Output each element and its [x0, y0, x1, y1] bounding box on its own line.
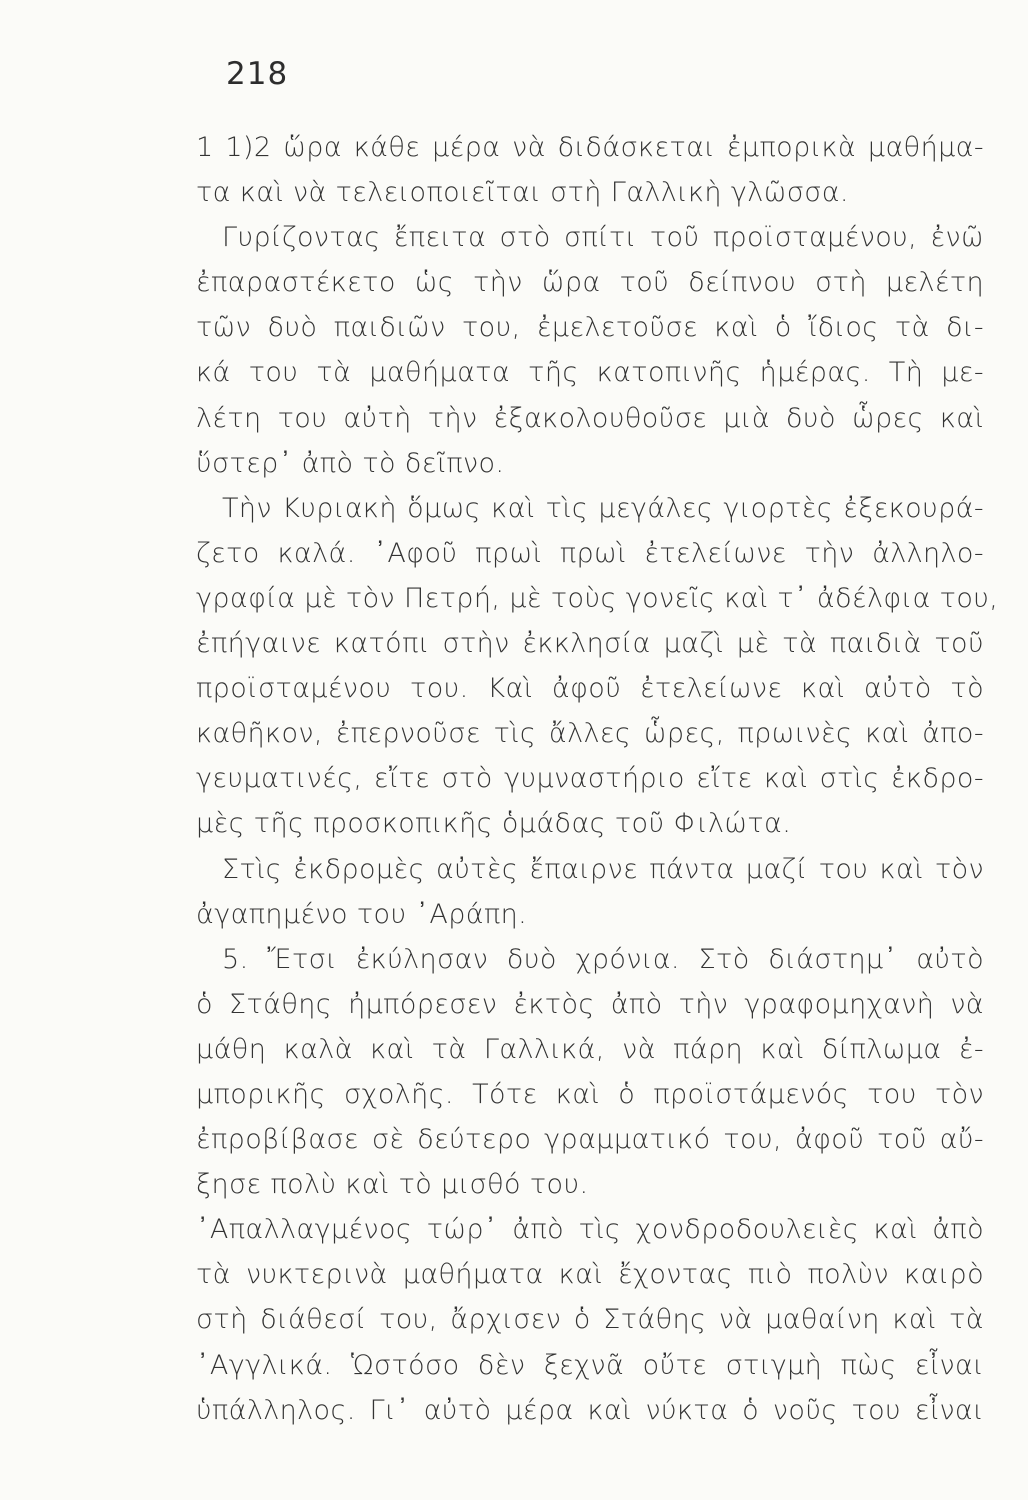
text-line: Τὴν Κυριακὴ ὅμως καὶ τὶς μεγάλες γιορτὲς ἐξεκουρά- — [222, 492, 984, 524]
text-line: κά του τὰ μαθήματα τῆς κατοπινῆς ἡμέρας. Τὴ με- — [196, 357, 984, 389]
text-line: Στὶς ἐκδρομὲς αὐτὲς ἔπαιρνε πάντα μαζί του καὶ τὸν — [222, 853, 984, 885]
text-line: στὴ διάθεσί του, ἄρχισεν ὁ Στάθης νὰ μαθαίνη καὶ τὰ — [196, 1304, 984, 1336]
text-line: ὁ Στάθης ἠμπόρεσεν ἐκτὸς ἀπὸ τὴν γραφομηχανὴ νὰ — [196, 988, 984, 1020]
text-line: τὰ νυκτερινὰ μαθήματα καὶ ἔχοντας πιὸ πολὺν καιρὸ — [196, 1259, 984, 1291]
text-line: γευματινές, εἴτε στὸ γυμναστήριο εἴτε καὶ στὶς ἐκδρο- — [196, 763, 984, 795]
page-number: 218 — [226, 56, 289, 92]
text-line: ἐπαραστέκετο ὡς τὴν ὥρα τοῦ δείπνου στὴ μελέτη — [196, 267, 984, 299]
text-line: ἐπροβίβασε σὲ δεύτερο γραμματικό του, ἀφοῦ τοῦ αὔ- — [196, 1124, 984, 1156]
text-line: ἀγαπημένο του ᾽Αράπη. — [196, 898, 528, 930]
text-line: ᾽Αγγλικά. Ὡστόσο δὲν ξεχνᾶ οὔτε στιγμὴ πὼς εἶναι — [196, 1349, 984, 1381]
text-line: μάθη καλὰ καὶ τὰ Γαλλικά, νὰ πάρη καὶ δίπλωμα ἐ- — [196, 1033, 984, 1065]
text-line: ᾽Απαλλαγμένος τώρ᾽ ἀπὸ τὶς χονδροδουλειὲς καὶ ἀπὸ — [196, 1214, 984, 1246]
text-line: λέτη του αὐτὴ τὴν ἐξακολουθοῦσε μιὰ δυὸ ὧρες καὶ — [196, 402, 984, 434]
text-line: ὑπάλληλος. Γι᾽ αὐτὸ μέρα καὶ νύκτα ὁ νοῦς του εἶναι — [196, 1394, 984, 1426]
text-line: μὲς τῆς προσκοπικῆς ὁμάδας τοῦ Φιλώτα. — [196, 808, 792, 840]
text-line: προϊσταμένου του. Καὶ ἀφοῦ ἐτελείωνε καὶ αὐτὸ τὸ — [196, 673, 984, 705]
text-line: ἐπήγαινε κατόπι στὴν ἐκκλησία μαζὶ μὲ τὰ παιδιὰ τοῦ — [196, 628, 984, 660]
text-line: γραφία μὲ τὸν Πετρή, μὲ τοὺς γονεῖς καὶ τ᾽ ἀδέλφια του, — [196, 582, 999, 614]
text-line: καθῆκον, ἐπερνοῦσε τὶς ἄλλες ὧρες, πρωινὲς καὶ ἀπο- — [196, 718, 984, 750]
text-line: ζετο καλά. ᾽Αφοῦ πρωὶ πρωὶ ἐτελείωνε τὴν ἀλληλο- — [196, 537, 984, 569]
text-line: ὕστερ᾽ ἀπὸ τὸ δεῖπνο. — [196, 447, 505, 479]
text-line: Γυρίζοντας ἔπειτα στὸ σπίτι τοῦ προϊσταμένου, ἐνῶ — [222, 222, 984, 254]
text-line: 5. Ἔτσι ἐκύλησαν δυὸ χρόνια. Στὸ διάστημ᾽ αὐτὸ — [222, 943, 984, 975]
text-line: τῶν δυὸ παιδιῶν του, ἐμελετοῦσε καὶ ὁ ἴδιος τὰ δι- — [196, 312, 984, 344]
text-line: τα καὶ νὰ τελειοποιεῖται στὴ Γαλλικὴ γλῶσσα. — [196, 177, 849, 209]
text-line: ξησε πολὺ καὶ τὸ μισθό του. — [196, 1169, 589, 1201]
text-line: μπορικῆς σχολῆς. Τότε καὶ ὁ προϊστάμενός του τὸν — [196, 1078, 984, 1110]
body-text — [196, 125, 999, 1433]
text-line: 1 1)2 ὥρα κάθε μέρα νὰ διδάσκεται ἐμπορικὰ μαθήμα- — [196, 132, 984, 163]
